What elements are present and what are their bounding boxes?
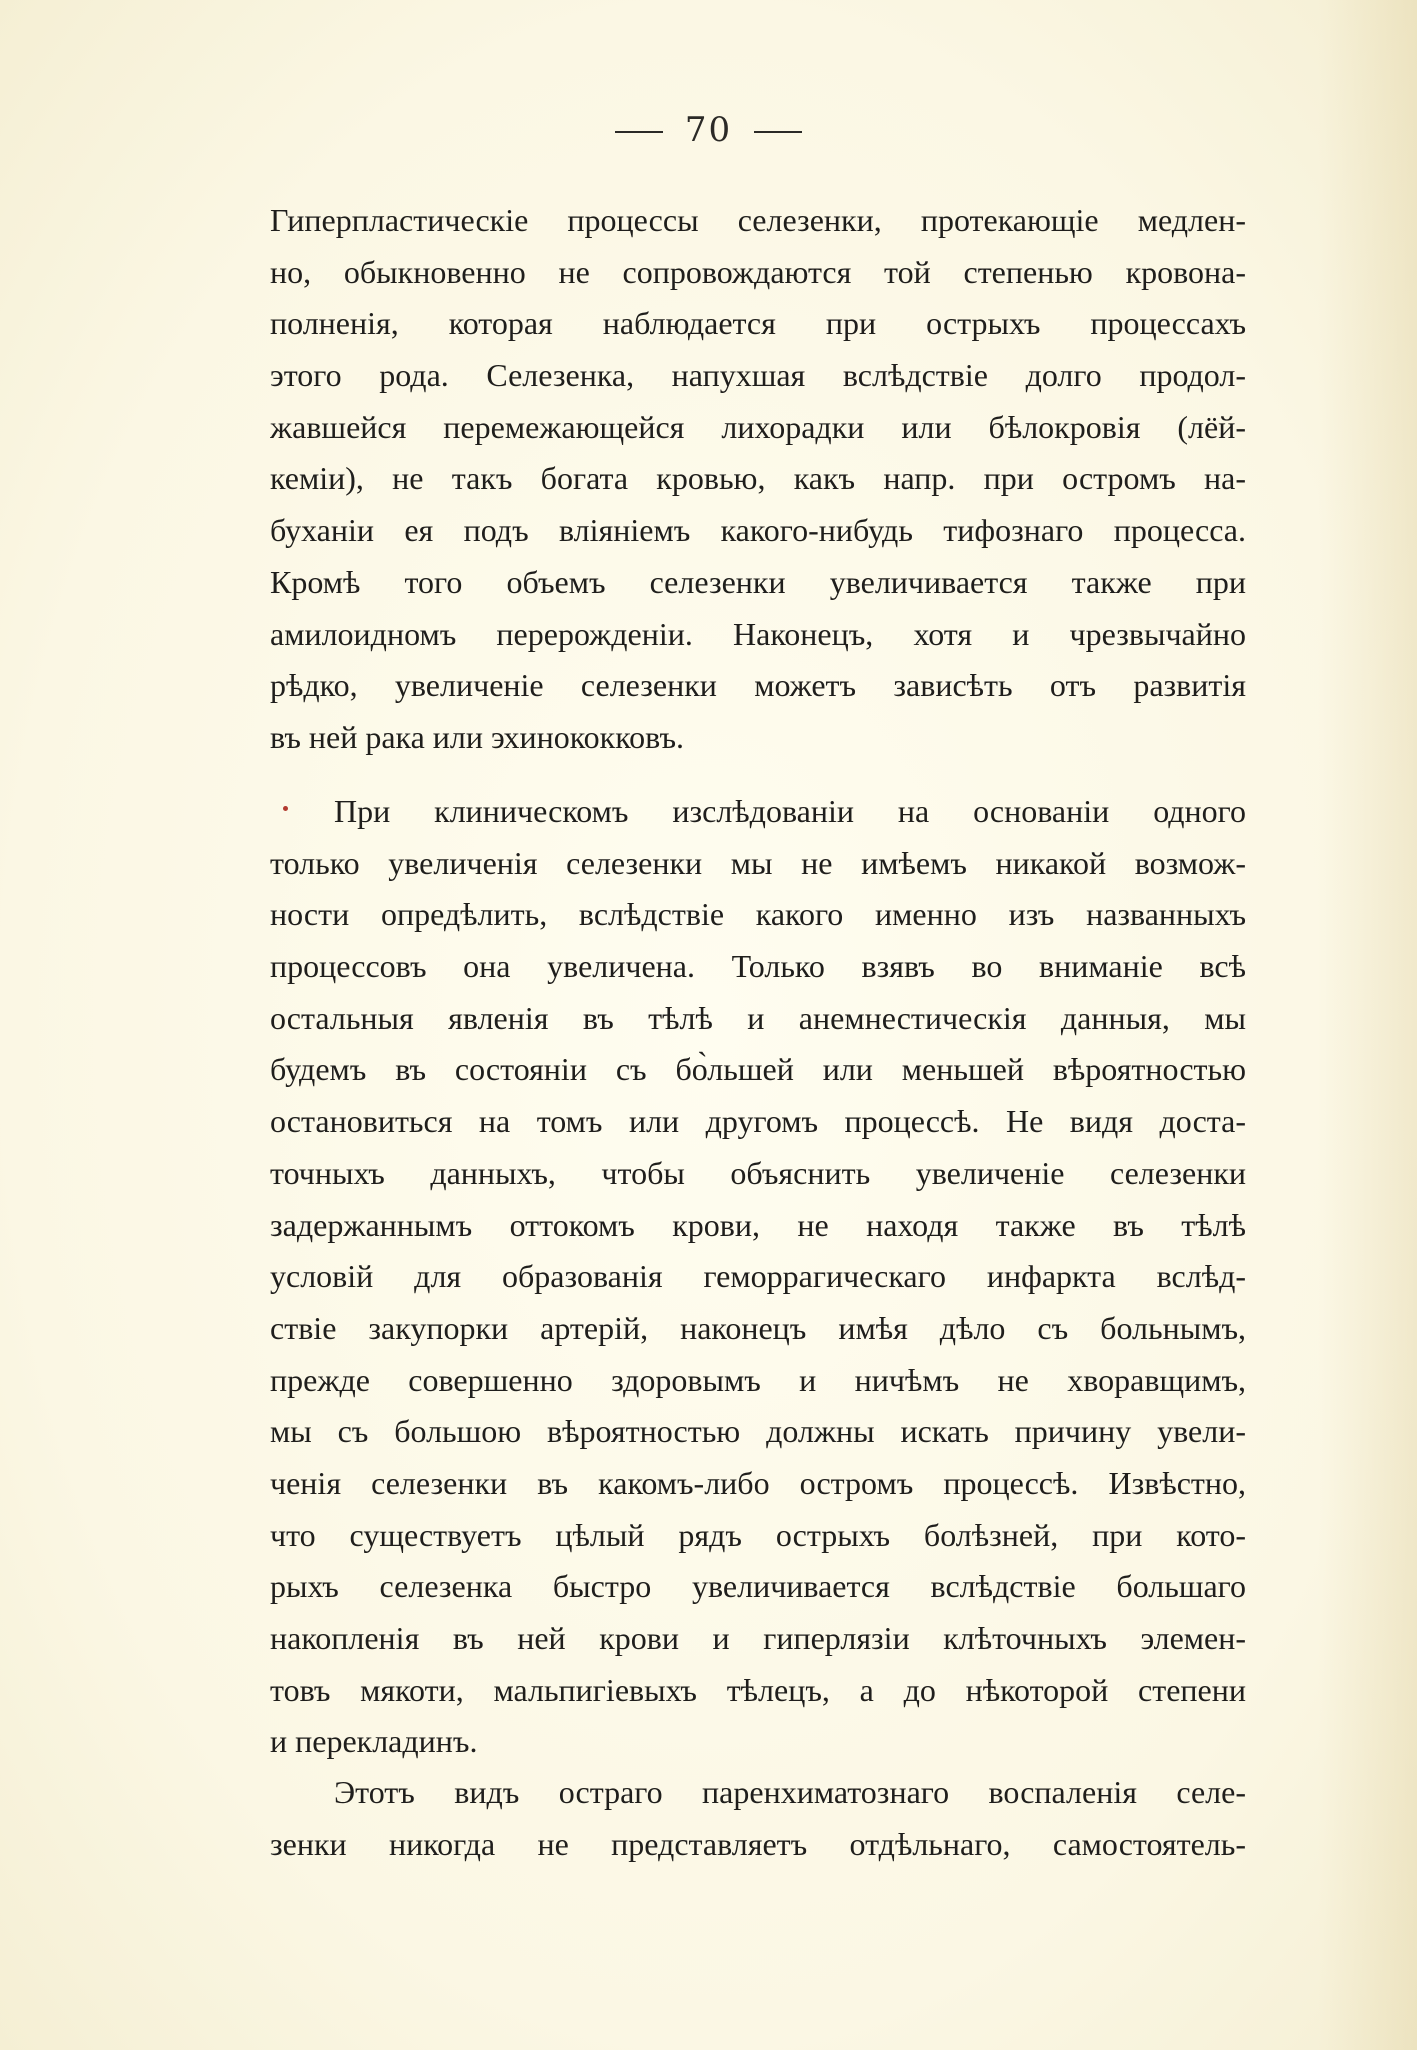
page-header [0, 110, 1417, 150]
text-line: прежде совершенно здоровымъ и ничѣмъ не хворавщимъ, [270, 1361, 1246, 1398]
text-line: При клиническомъ изслѣдованіи на основаніи одного [334, 793, 1246, 829]
text-line: условій для образованія геморрагическаго инфаркта вслѣд- [270, 1258, 1246, 1295]
paragraph-3 [270, 1767, 1246, 1870]
text-line: буханіи ея подъ вліяніемъ какого-нибудь тифознаго процесса. [270, 512, 1246, 549]
text-line: задержаннымъ оттокомъ крови, не находя также въ тѣлѣ [270, 1206, 1246, 1243]
text-line: ности опредѣлить, вслѣдствіе какого именно изъ названныхъ [270, 896, 1246, 933]
text-line: амилоидномъ перерожденіи. Наконецъ, хотя и чрезвычайно [270, 615, 1246, 652]
text-line: этого рода. Селезенка, напухшая вслѣдствіе долго продол- [270, 357, 1246, 394]
page-number: 70 [684, 110, 733, 150]
text-line: въ ней рака или эхинококковъ. [270, 718, 684, 755]
text-line: точныхъ данныхъ, чтобы объяснить увеличеніе селезенки [270, 1154, 1246, 1191]
paragraph-1 [270, 195, 1246, 764]
text-line: Этотъ видъ остраго паренхиматознаго воспаленія селе- [334, 1774, 1246, 1810]
text-line: что существуетъ цѣлый рядъ острыхъ болѣзней, при кото- [270, 1516, 1246, 1553]
text-line: накопленія въ ней крови и гиперлязіи клѣточныхъ элемен- [270, 1620, 1246, 1656]
text-line: только увеличенія селезенки мы не имѣемъ никакой возмож- [270, 844, 1246, 881]
text-line: рѣдко, увеличеніе селезенки можетъ зависѣть отъ развитія [270, 667, 1246, 704]
text-line: остановиться на томъ или другомъ процессѣ. Не видя доста- [270, 1103, 1246, 1140]
text-line: зенки никогда не представляетъ отдѣльнаго, самостоятель- [270, 1825, 1246, 1862]
text-line: процессовъ она увеличена. Только взявъ во вниманіе всѣ [270, 948, 1246, 985]
header-dash-left [615, 131, 663, 133]
text-line: полненія, которая наблюдается при острыхъ процессахъ [270, 305, 1246, 342]
text-line: Кромѣ того объемъ селезенки увеличивается также при [270, 563, 1246, 600]
header-dash-right [754, 131, 802, 133]
text-line: ствіе закупорки артерій, наконецъ имѣя дѣло съ больнымъ, [270, 1309, 1246, 1346]
text-line: товъ мякоти, мальпигіевыхъ тѣлецъ, а до нѣкоторой степени [270, 1671, 1246, 1708]
text-line: Гиперпластическіе процессы селезенки, протекающіе медлен- [270, 202, 1246, 238]
text-line: ченія селезенки въ какомъ-либо остромъ процессѣ. Извѣстно, [270, 1464, 1246, 1501]
text-line: жавшейся перемежающейся лихорадки или бѣлокровія (лёй- [270, 408, 1246, 445]
text-line: рыхъ селезенка быстро увеличивается вслѣдствіе большаго [270, 1568, 1246, 1605]
text-line: но, обыкновенно не сопровождаются той степенью кровона- [270, 253, 1246, 290]
paragraph-2 [270, 786, 1246, 1768]
text-line: кеміи), не такъ богата кровью, какъ напр. при остромъ на- [270, 460, 1246, 497]
text-line: будемъ въ состояніи съ бо̀льшей или меньшей вѣроятностью [270, 1051, 1246, 1088]
text-line: мы съ большою вѣроятностью должны искать причину увели- [270, 1413, 1246, 1450]
text-line: остальныя явленія въ тѣлѣ и анемнестическія данныя, мы [270, 999, 1246, 1036]
text-line: и перекладинъ. [270, 1723, 478, 1760]
